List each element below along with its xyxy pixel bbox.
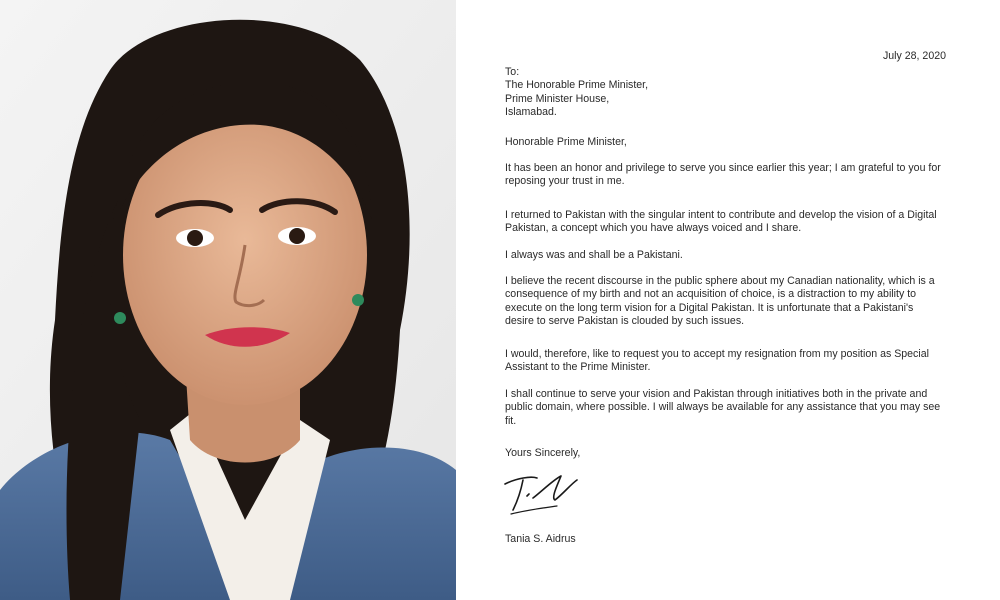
signer-name: Tania S. Aidrus bbox=[505, 533, 576, 545]
address-line: Prime Minister House, bbox=[505, 92, 610, 105]
paragraph-3: I always was and shall be a Pakistani. bbox=[505, 249, 683, 261]
paragraph-4: I believe the recent discourse in the public sphere about my Canadian nationality, which is a consequence of my birth and not an acquisition of choice, is a distraction to my ability to execute on the long term vision for a Digital Pakistan. It is unfortunate that a Pakistani's desire to serve Pakistan is clouded by such issues. bbox=[505, 275, 935, 327]
signature-icon bbox=[497, 470, 597, 528]
paragraph-2: I returned to Pakistan with the singular intent to contribute and develop the vision of a Digital Pakistan, a concept which you have always voiced and I share. bbox=[505, 209, 937, 235]
letter-date: July 28, 2020 bbox=[882, 50, 946, 62]
salutation: Honorable Prime Minister, bbox=[505, 136, 627, 148]
address-line: Islamabad. bbox=[505, 105, 557, 118]
resignation-letter bbox=[505, 0, 950, 600]
recipient-address bbox=[505, 66, 648, 119]
portrait-photo bbox=[0, 0, 456, 600]
portrait-illustration bbox=[0, 0, 456, 600]
paragraph-5: I would, therefore, like to request you to accept my resignation from my position as Special Assistant to the Prime Minister. bbox=[505, 348, 929, 374]
closing: Yours Sincerely, bbox=[505, 447, 581, 459]
paragraph-6: I shall continue to serve your vision and Pakistan through initiatives both in the private and public domain, where possible. I will always be available for any assistance that you may see fit. bbox=[505, 388, 941, 427]
paragraph-1: It has been an honor and privilege to serve you since earlier this year; I am grateful to you for reposing your trust in me. bbox=[505, 162, 941, 188]
address-line: To: bbox=[505, 66, 520, 78]
address-line: The Honorable Prime Minister, bbox=[505, 79, 649, 92]
